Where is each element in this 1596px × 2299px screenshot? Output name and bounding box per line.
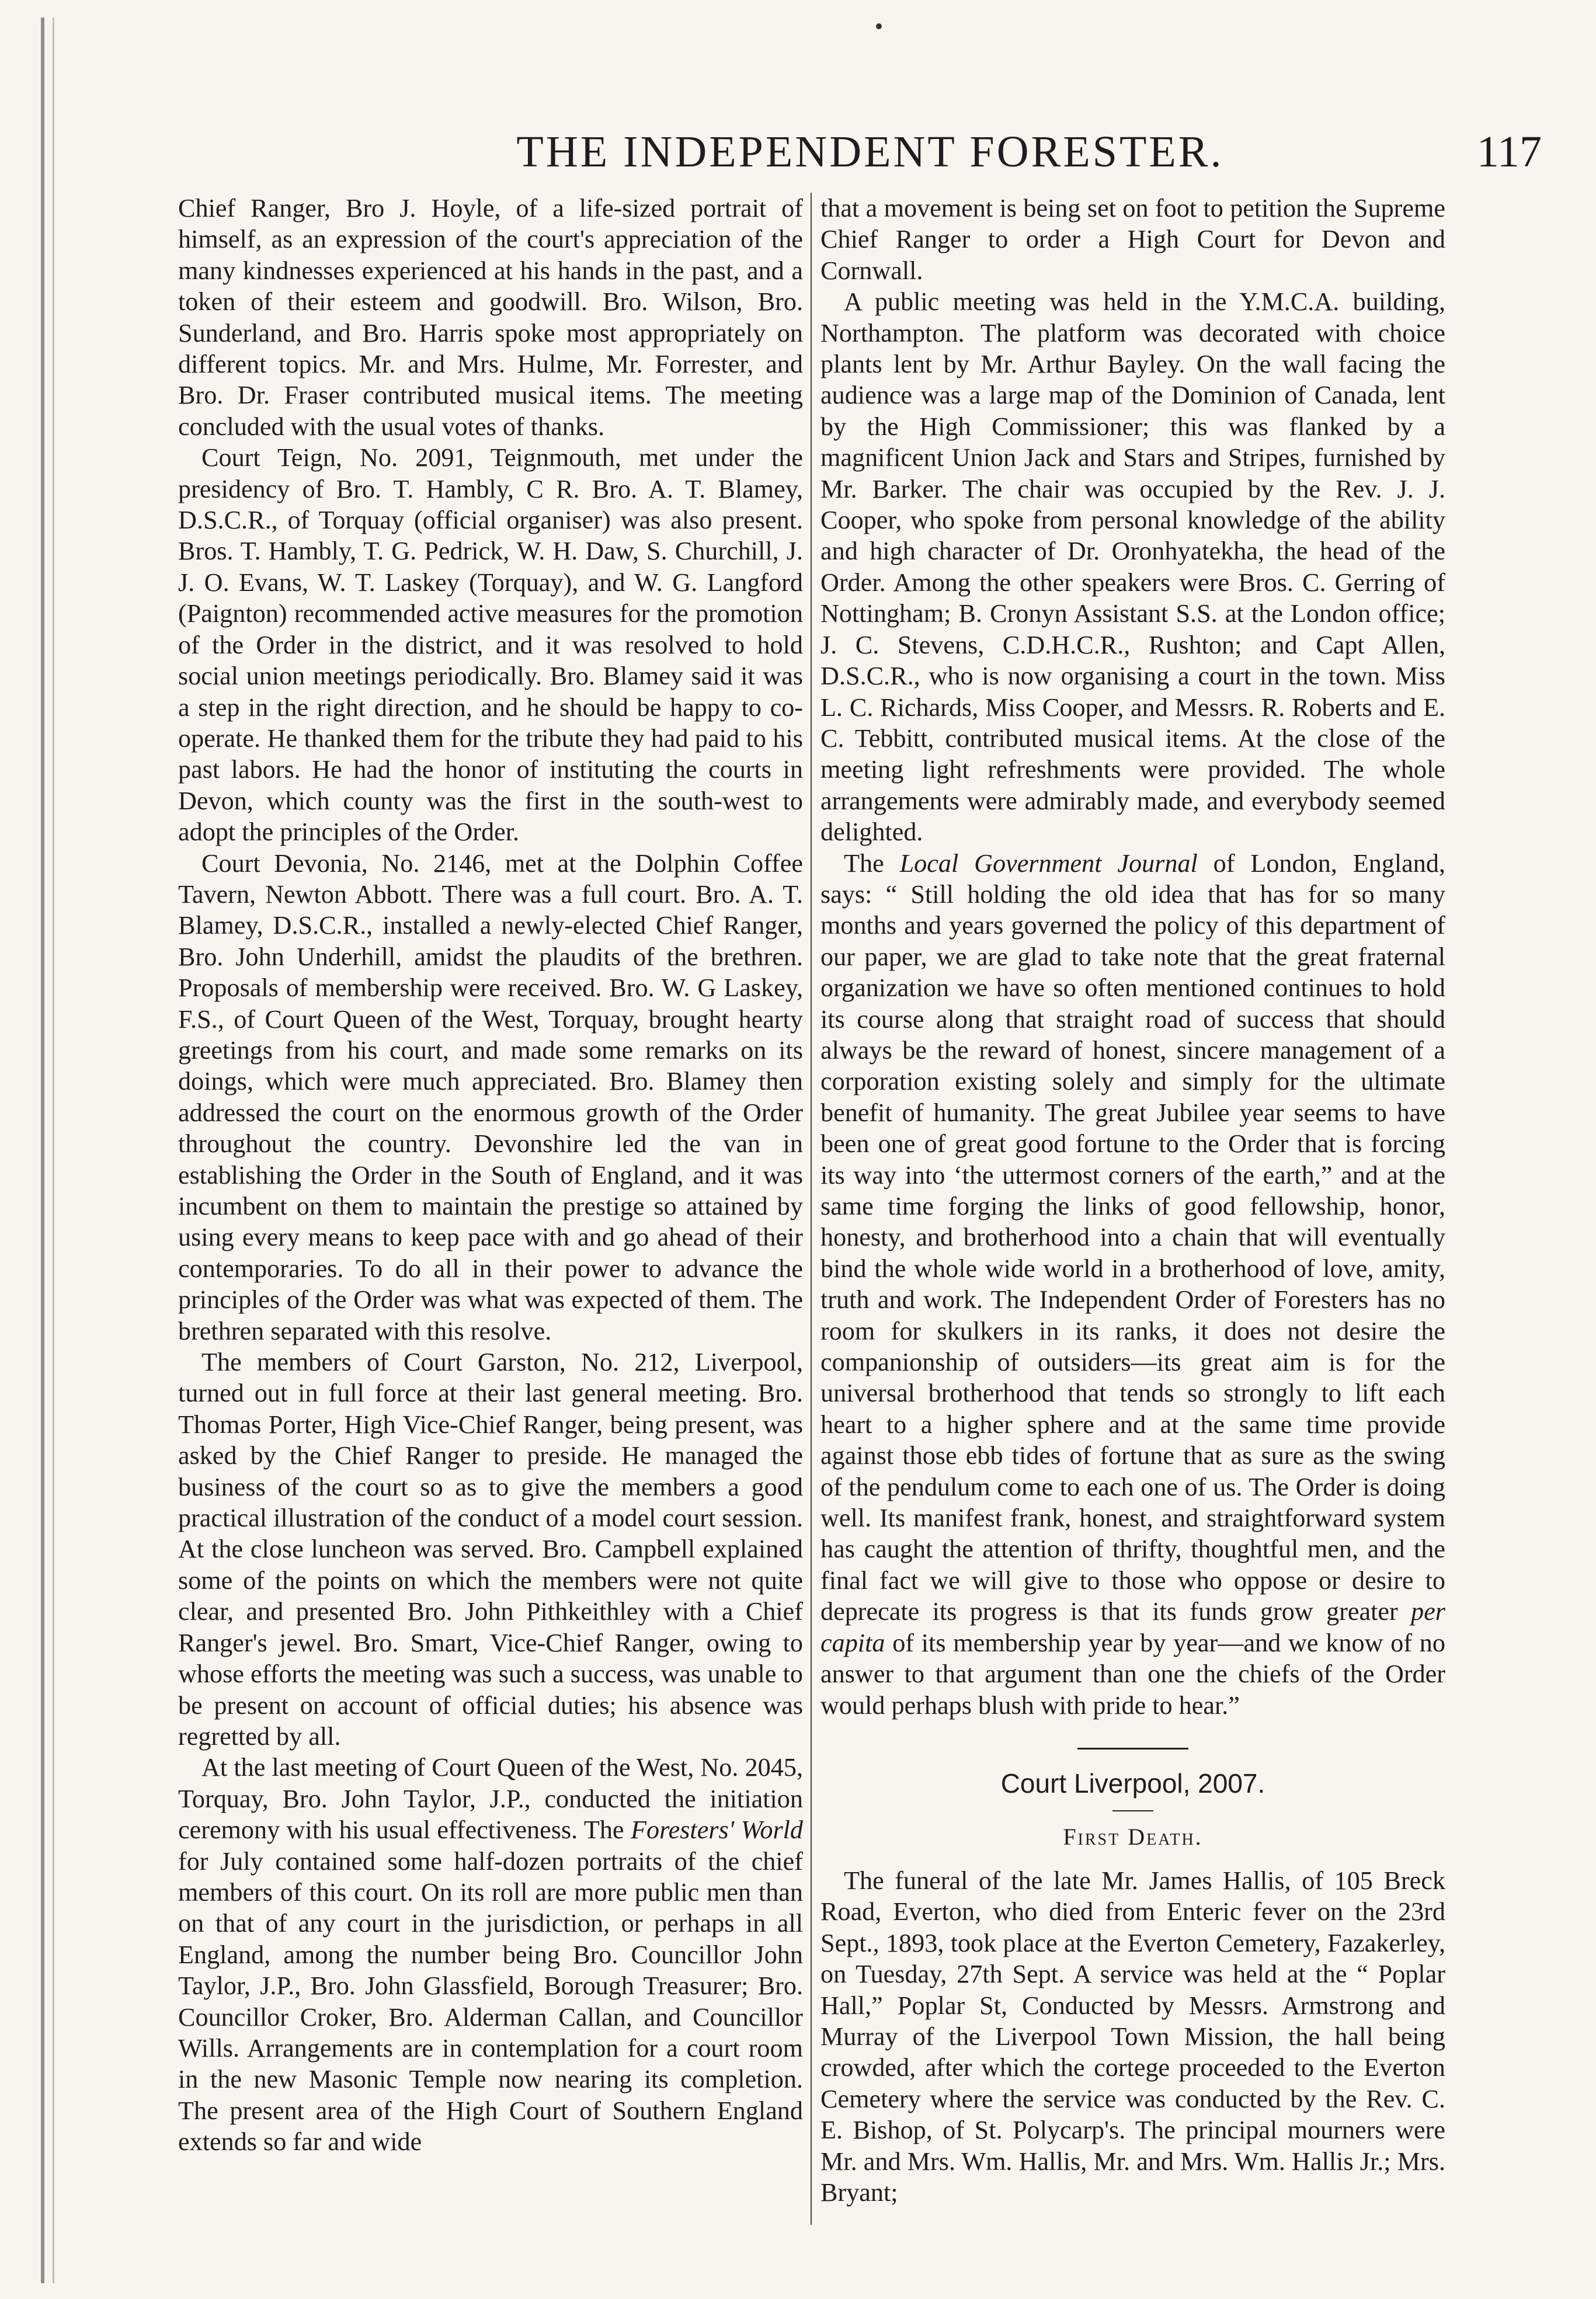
paragraph: Chief Ranger, Bro J. Hoyle, of a life-sized portrait of himself, as an expression of the court's appreciation of the many kindnesses experienced at his hands in the past, and a token of their esteem and goodwill. Bro. Wilson, Bro. Sunderland, and Bro. Harris spoke most appropriately on different topics. Mr. and Mrs. Hulme, Mr. Forrester, and Bro. Dr. Fraser contributed musical items. The meeting concluded with the usual votes of thanks.	[178, 194, 803, 441]
publication-title: Local Government Journal	[899, 848, 1198, 878]
paragraph: A public meeting was held in the Y.M.C.A. building, Northampton. The platform was decorated with choice plants lent by Mr. Arthur Bayley. On the wall facing the audience was a large map of the Dominion of Canada, lent by the High Commissioner; this was flanked by a magnificent Union Jack and Stars and Stripes, furnished by Mr. Barker. The chair was occupied by the Rev. J. J. Cooper, who spoke from personal knowledge of the ability and high character of Dr. Oronhyatekha, the head of the Order. Among the other speakers were Bros. C. Gerring of Nottingham; B. Cronyn Assistant S.S. at the London office; J. C. Stevens, C.D.H.C.R., Rushton; and Capt Allen, D.S.C.R., who is now organising a court in the town. Miss L. C. Richards, Miss Cooper, and Messrs. R. Roberts and E. C. Tebbitt, contributed musical items. At the close of the meeting light refreshments were provided. The whole arrangements were admirably made, and everybody seemed delighted.	[820, 287, 1445, 847]
section-divider	[1077, 1748, 1188, 1750]
sub-heading: First Death.	[1063, 1823, 1203, 1850]
section-heading: Court Liverpool, 2007.	[1000, 1768, 1265, 1799]
paragraph: The members of Court Garston, No. 212, Liverpool, turned out in full force at their last general meeting. Bro. Thomas Porter, High Vice-Chief Ranger, being present, was asked by the Chief Ranger to preside. He managed the business of the court so as to give the members a good practical illustration of the conduct of a model court session. At the close luncheon was served. Bro. Campbell explained some of the points on which the members were not quite clear, and presented Bro. John Pithkeithley with a Chief Ranger's jewel. Bro. Smart, Vice-Chief Ranger, owing to whose efforts the meeting was such a success, was unable to be present on account of official duties; his absence was regretted by all.	[178, 1348, 804, 1751]
heading-divider	[1112, 1810, 1153, 1811]
paragraph-text: The	[844, 848, 900, 878]
paragraph: The funeral of the late Mr. James Hallis, of 105 Breck Road, Everton, who died from Enteric fever on the 23rd Sept., 1893, took place at the Everton Cemetery, Fazakerley, on Tuesday, 27th Sept. A service was held at the “ Poplar Hall,” Poplar St, Conducted by Messrs. Armstrong and Murray of the Liverpool Town Mission, the hall being crowded, after which the cortege proceeded to the Everton Cemetery where the service was conducted by the Rev. C. E. Bishop, of St. Polycarp's. The principal mourners were Mr. and Mrs. Wm. Hallis, Mr. and Mrs. Wm. Hallis Jr.; Mrs. Bryant;	[820, 1866, 1445, 2207]
paragraph-text: of London, England, says: “ Still holding the old idea that has for so many months and years governed the policy of this department of our paper, we are glad to take note that the great fraternal organization we have so often mentioned continues to hold its course along that straight road of success that should always be the reward of honest, sincere management of a corporation existing solely and simply for the ultimate benefit of humanity. The great Jubilee year seems to have been one of great good fortune to the Order that is forcing its way into ‘the uttermost corners of the earth,” and at the same time forging the links of good fellowship, honor, honesty, and brotherhood into a chain that will eventually bind the whole wide world in a brotherhood of love, amity, truth and work. The Independent Order of Foresters has no room for skulkers in its ranks, it does not desire the companionship of outsiders—its great aim is for the universal brotherhood that tends so strongly to lift each heart to a higher sphere and at the same time provide against those ebb tides of fortune that as sure as the swing of the pendulum come to each one of us. The Order is doing well. Its manifest frank, honest, and straightforward system has caught the attention of thrifty, thoughtful men, and the final fact we will give to those who oppose or desire to deprecate its progress is that its funds grow greater	[820, 848, 1446, 1626]
page-header	[175, 120, 1542, 190]
column-divider	[811, 193, 812, 2225]
binding-edge	[41, 18, 44, 2283]
binding-edge-shadow	[53, 18, 54, 2283]
page-number: 117	[1476, 127, 1542, 176]
page-title: THE INDEPENDENT FORESTER.	[516, 127, 1224, 176]
paragraph	[178, 1752, 803, 2157]
paragraph-text: for July contained some half-dozen portraits of the chief members of this court. On its roll are more public men than on that of any court in the jurisdiction, or perhaps in all England, among the number being Bro. Councillor John Taylor, J.P., Bro. John Glassfield, Borough Treasurer; Bro. Councillor Croker, Bro. Alderman Callan, and Councillor Wills. Arrangements are in contemplation for a court room in the new Masonic Temple now nearing its completion. The present area of the High Court of Southern England extends so far and wide	[178, 1846, 803, 2157]
paragraph: Court Teign, No. 2091, Teignmouth, met under the presidency of Bro. T. Hambly, C R. Bro. A. T. Blamey, D.S.C.R., of Torquay (official organiser) was also present. Bros. T. Hambly, T. G. Pedrick, W. H. Daw, S. Churchill, J. J. O. Evans, W. T. Laskey (Torquay), and W. G. Langford (Paignton) recommended active measures for the promotion of the Order in the district, and it was resolved to hold social union meetings periodically. Bro. Blamey said it was a step in the right direction, and he should be happy to co-operate. He thanked them for the tribute they had paid to his past labors. He had the honor of instituting the courts in Devon, which county was the first in the south-west to adopt the principles of the Order.	[178, 443, 803, 847]
publication-title: Foresters' World	[630, 1815, 804, 1845]
paragraph	[820, 848, 1445, 1721]
paragraph: that a movement is being set on foot to petition the Supreme Chief Ranger to order a High Court for Devon and Cornwall.	[820, 194, 1445, 285]
paragraph-text: At the last meeting of Court Queen of the West, No. 2045, Torquay, Bro. John Taylor, J.P., conducted the initiation ceremony with his usual effectiveness. The	[178, 1753, 803, 1845]
paragraph-text: of its membership year by year—and we know of no answer to that argument than one the chiefs of the Order would perhaps blush with pride to hear.”	[820, 1628, 1445, 1720]
right-column	[820, 193, 1445, 2208]
ink-speck	[876, 23, 882, 29]
latin-phrase: per capita	[820, 1597, 1445, 1657]
left-column	[178, 193, 803, 2158]
paragraph: Court Devonia, No. 2146, met at the Dolphin Coffee Tavern, Newton Abbott. There was a full court. Bro. A. T. Blamey, D.S.C.R., installed a newly-elected Chief Ranger, Bro. John Underhill, amidst the plaudits of the brethren. Proposals of membership were received. Bro. W. G Laskey, F.S., of Court Queen of the West, Torquay, brought hearty greetings from his court, and made some remarks on its doings, which were much appreciated. Bro. Blamey then addressed the court on the enormous growth of the Order throughout the country. Devonshire led the van in establishing the Order in the South of England, and it was incumbent on them to maintain the prestige so attained by using every means to keep pace with and go ahead of their contemporaries. To do all in their power to advance the principles of the Order was what was expected of them. The brethren separated with this resolve.	[178, 848, 803, 1345]
